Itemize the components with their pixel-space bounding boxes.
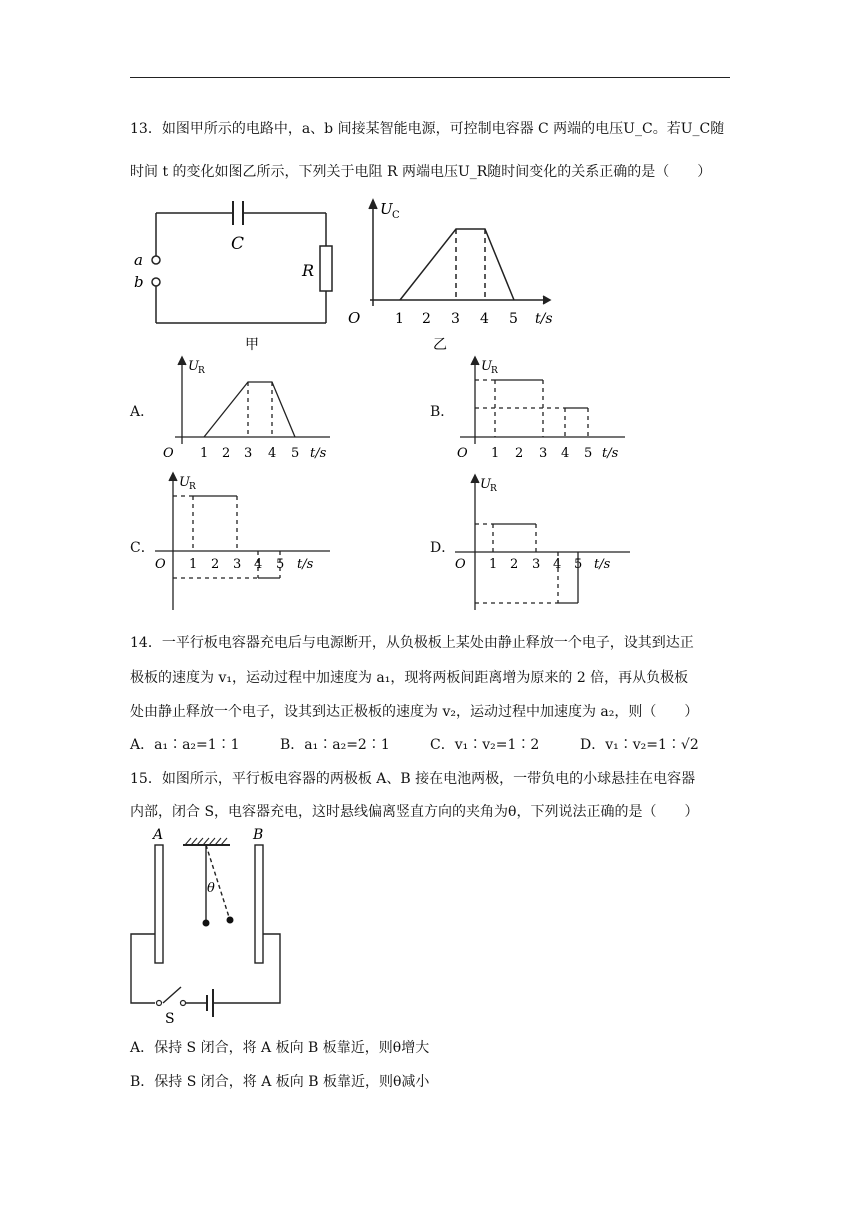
uc-graph-yi: [340, 196, 565, 361]
t-axis-label: t/s: [602, 446, 619, 461]
capacitor-pendulum-diagram: [125, 825, 295, 1025]
q13-text-line2: 时间 t 的变化如图乙所示，下列关于电阻 R 两端电压U_R随时间变化的关系正确的是（ ）: [130, 164, 712, 180]
tick-label: 3: [451, 311, 460, 327]
tick-label: 5: [276, 557, 285, 572]
tick-label: 3: [539, 446, 548, 461]
label-C: C: [231, 234, 245, 254]
t-axis-label: t/s: [594, 557, 611, 572]
label-a: a: [134, 251, 143, 269]
tick-label: 1: [395, 311, 404, 327]
tick-label: 5: [509, 311, 518, 327]
tick-label: 1: [489, 557, 498, 572]
t-axis-label: t/s: [535, 311, 553, 327]
option-b-graph: [455, 352, 630, 462]
origin-label: O: [348, 309, 361, 327]
uc-axis-sub: C: [392, 210, 400, 221]
tick-label: 4: [561, 446, 570, 461]
tick-label: 2: [510, 557, 519, 572]
ur-axis-sub: R: [189, 482, 196, 492]
tick-label: 5: [584, 446, 593, 461]
q15-option-b: B．保持 S 闭合，将 A 板向 B 板靠近，则θ减小: [130, 1074, 430, 1090]
origin-label: O: [155, 557, 166, 572]
q15-text-line2: 内部，闭合 S，电容器充电，这时悬线偏离竖直方向的夹角为θ，下列说法正确的是（ ）: [130, 804, 699, 820]
ur-axis-label: U: [481, 359, 492, 374]
tick-label: 2: [515, 446, 524, 461]
tick-label: 4: [268, 446, 277, 461]
plate-b-label: B: [253, 827, 264, 843]
q14-text-line3: 处由静止释放一个电子，设其到达正极板的速度为 v₂，运动过程中加速度为 a₂，则（ ）: [130, 704, 699, 720]
q14-option-b: B．a₁∶a₂=2∶1: [280, 737, 390, 753]
plate-a-label: A: [153, 827, 164, 843]
tick-label: 4: [553, 557, 562, 572]
q14-option-a: A．a₁∶a₂=1∶1: [130, 737, 240, 753]
ur-axis-sub: R: [198, 366, 205, 376]
origin-label: O: [163, 446, 174, 461]
ur-axis-label: U: [188, 359, 199, 374]
tick-label: 5: [291, 446, 300, 461]
ur-axis-label: U: [480, 477, 491, 492]
tick-label: 1: [189, 557, 198, 572]
ur-axis-sub: R: [490, 484, 497, 494]
caption-yi: 乙: [433, 337, 447, 353]
tick-label: 4: [254, 557, 263, 572]
tick-label: 4: [480, 311, 489, 327]
tick-label: 2: [422, 311, 431, 327]
theta-label: θ: [207, 881, 215, 896]
ur-axis-label: U: [179, 475, 190, 490]
tick-label: 2: [222, 446, 231, 461]
option-d-label: D．: [430, 540, 456, 556]
option-c-label: C．: [130, 540, 155, 556]
tick-label: 3: [244, 446, 253, 461]
tick-label: 1: [491, 446, 500, 461]
tick-label: 5: [574, 557, 583, 572]
label-R: R: [302, 261, 315, 280]
header-rule: [130, 77, 730, 78]
uc-axis-label: U: [380, 200, 393, 218]
q13-text-line1: 13．如图甲所示的电路中，a、b 间接某智能电源，可控制电容器 C 两端的电压U_C。若U_C随: [130, 121, 725, 137]
q14-option-d: D．v₁∶v₂=1∶√2: [580, 737, 699, 753]
option-a-graph: [160, 352, 335, 462]
option-d-graph: [450, 470, 635, 615]
label-b: b: [134, 273, 144, 291]
tick-label: 3: [532, 557, 541, 572]
option-a-label: A．: [130, 404, 155, 420]
t-axis-label: t/s: [310, 446, 327, 461]
t-axis-label: t/s: [297, 557, 314, 572]
option-c-graph: [150, 468, 335, 613]
q15-option-a: A．保持 S 闭合，将 A 板向 B 板靠近，则θ增大: [130, 1040, 430, 1056]
origin-label: O: [457, 446, 468, 461]
origin-label: O: [455, 557, 466, 572]
q14-option-c: C．v₁∶v₂=1∶2: [430, 737, 540, 753]
caption-jia: 甲: [245, 337, 259, 353]
circuit-diagram-jia: [128, 196, 343, 361]
q14-text-line1: 14．一平行板电容器充电后与电源断开，从负极板上某处由静止释放一个电子，设其到达正: [130, 635, 694, 651]
tick-label: 2: [211, 557, 220, 572]
q15-text-line1: 15．如图所示，平行板电容器的两极板 A、B 接在电池两极，一带负电的小球悬挂在电容器: [130, 771, 696, 787]
switch-s-label: S: [165, 1011, 175, 1027]
option-b-label: B．: [430, 404, 455, 420]
tick-label: 1: [200, 446, 209, 461]
tick-label: 3: [233, 557, 242, 572]
ur-axis-sub: R: [491, 366, 498, 376]
q14-text-line2: 极板的速度为 v₁，运动过程中加速度为 a₁，现将两板间距离增为原来的 2 倍，再从负极板: [130, 670, 689, 686]
